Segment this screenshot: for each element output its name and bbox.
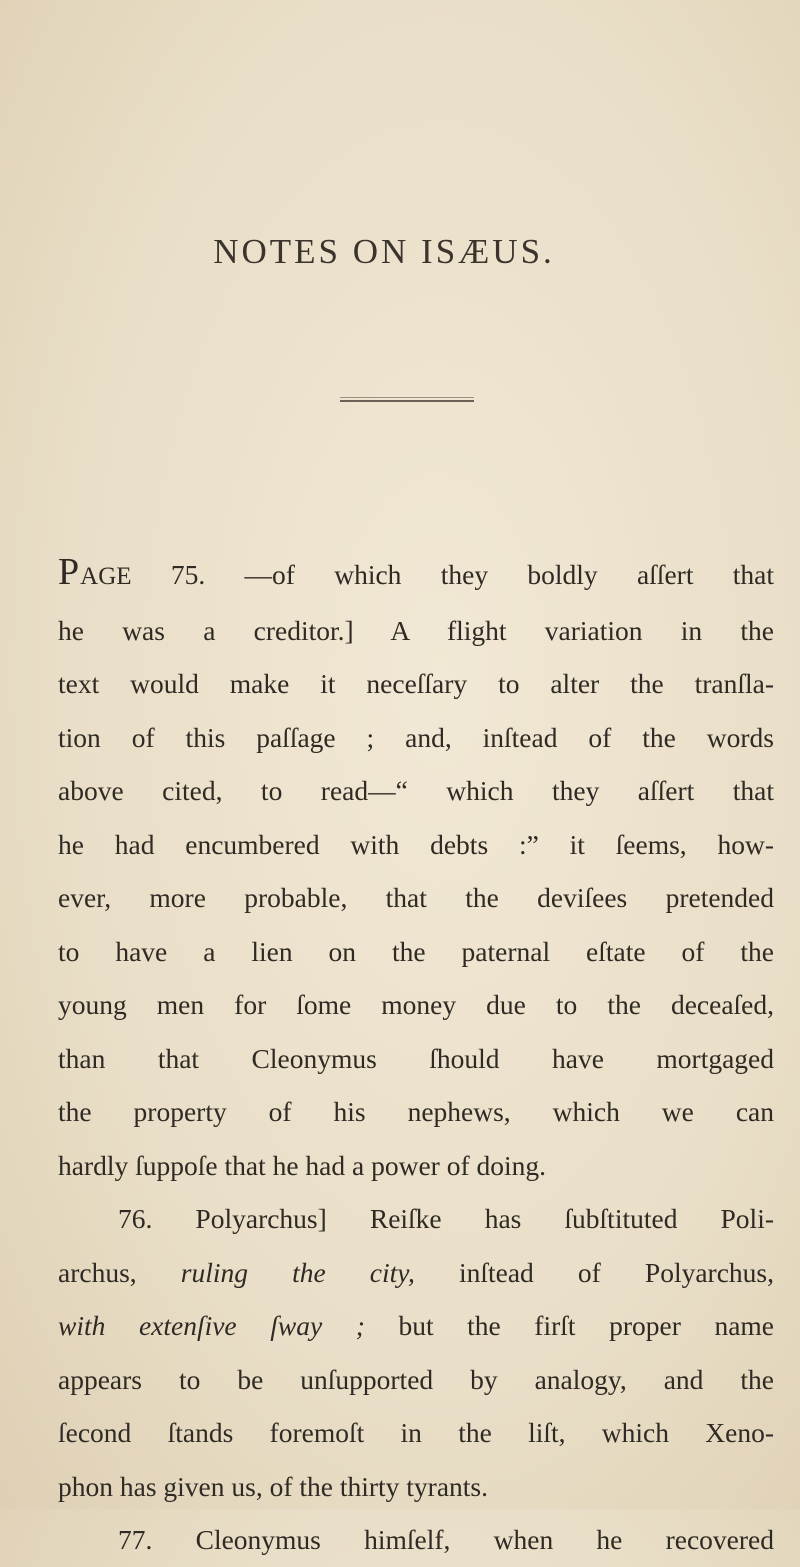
text-line: than that Cleonymus ſhould have mortgaged (58, 1042, 774, 1074)
page-title: NOTES ON ISÆUS. (213, 232, 555, 271)
title-rule-thin (340, 397, 474, 398)
text-line: tion of this paſſage ; and, inſtead of the words (58, 721, 774, 753)
text-line: appears to be unſupported by analogy, and the (58, 1363, 774, 1395)
text-line: the property of his nephews, which we can (58, 1096, 774, 1127)
text-line: phon has given us, of the thirty tyrants. (58, 1470, 489, 1502)
text-line: young men for ſome money due to the deceaſed, (58, 989, 774, 1020)
text-line: above cited, to read—“ which they aſſert that (58, 775, 774, 806)
text-line: he was a creditor.] A flight variation in the (58, 614, 774, 646)
title-rule (340, 400, 474, 402)
text-line: ſecond ſtands foremoſt in the liſt, which Xeno- (58, 1417, 774, 1448)
text-line: PAGE 75. —of which they boldly aſſert that (58, 551, 774, 593)
text-line: hardly ſuppoſe that he had a power of doing. (58, 1149, 546, 1181)
text-line: with extenſive ſway ; but the firſt proper name (58, 1310, 775, 1341)
notes-body (58, 546, 774, 1567)
text-line: to have a lien on the paternal eſtate of the (58, 935, 774, 967)
text-line: ever, more probable, that the deviſees pretended (58, 882, 774, 913)
text-line: 76. Polyarchus] Reiſke has ſubſtituted Poli- (118, 1203, 774, 1234)
text-line: text would make it neceſſary to alter the tranſla- (58, 668, 774, 699)
text-line: archus, ruling the city, inſtead of Polyarchus, (58, 1256, 774, 1288)
text-line: 77. Cleonymus himſelf, when he recovered (118, 1524, 774, 1555)
text-line: he had encumbered with debts :” it ſeems, how- (58, 828, 774, 860)
